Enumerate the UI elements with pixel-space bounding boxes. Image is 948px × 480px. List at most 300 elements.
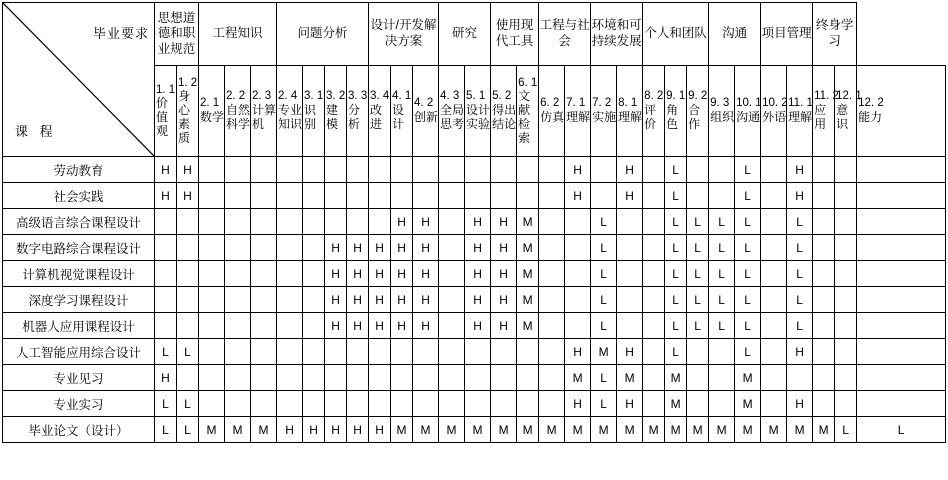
cell-value: H (277, 417, 303, 443)
cell-value (155, 287, 177, 313)
cell-value (491, 183, 517, 209)
cell-value: M (517, 235, 539, 261)
cell-value (439, 365, 465, 391)
cell-value (413, 391, 439, 417)
cell-value (413, 365, 439, 391)
cell-value: L (787, 313, 813, 339)
cell-value (391, 183, 413, 209)
indicator-code: 2. 2 (226, 90, 246, 103)
cell-value (539, 157, 565, 183)
group-header: 研究 (439, 3, 491, 66)
cell-value: L (665, 261, 687, 287)
cell-value (813, 157, 835, 183)
cell-value (413, 183, 439, 209)
table-row (3, 209, 946, 235)
cell-value (539, 339, 565, 365)
cell-value (303, 287, 325, 313)
cell-value (277, 287, 303, 313)
cell-value (439, 287, 465, 313)
cell-value (835, 313, 857, 339)
cell-value: M (591, 417, 617, 443)
cell-value (761, 313, 787, 339)
cell-value (325, 209, 347, 235)
indicator-code: 1. 2 (178, 76, 198, 89)
cell-value (199, 313, 225, 339)
cell-value (761, 157, 787, 183)
indicator-code: 2. 1 (200, 97, 220, 110)
cell-value (617, 209, 643, 235)
indicator-code: 10. 2 (762, 97, 788, 110)
indicator-text: 外语 (762, 109, 787, 124)
header-group-row (3, 3, 946, 66)
cell-value: H (413, 287, 439, 313)
indicator-header (439, 66, 465, 157)
cell-value (857, 157, 946, 183)
cell-value (643, 209, 665, 235)
cell-value: H (391, 235, 413, 261)
cell-value: M (391, 417, 413, 443)
cell-value: H (391, 261, 413, 287)
indicator-header (303, 66, 325, 157)
group-header: 个人和团队 (643, 3, 709, 66)
cell-value: L (177, 339, 199, 365)
cell-value (439, 235, 465, 261)
cell-value: L (665, 183, 687, 209)
indicator-code: 8. 1 (618, 97, 638, 110)
cell-value: L (665, 157, 687, 183)
cell-value (643, 157, 665, 183)
cell-value (539, 365, 565, 391)
cell-value: L (591, 287, 617, 313)
cell-value (303, 313, 325, 339)
cell-value (565, 209, 591, 235)
cell-value: L (735, 209, 761, 235)
cell-value: L (735, 313, 761, 339)
cell-value: M (517, 287, 539, 313)
table-row (3, 157, 946, 183)
indicator-code: 5. 2 (492, 90, 512, 103)
cell-value: M (517, 313, 539, 339)
indicator-header (225, 66, 251, 157)
indicator-text: 沟通 (736, 109, 761, 124)
course-name: 专业实习 (3, 391, 155, 417)
cell-value (155, 313, 177, 339)
cell-value (857, 287, 946, 313)
cell-value: M (439, 417, 465, 443)
indicator-code: 3. 3 (348, 90, 368, 103)
cell-value (465, 365, 491, 391)
indicator-text: 意识 (836, 102, 849, 131)
cell-value (857, 339, 946, 365)
cell-value (565, 261, 591, 287)
cell-value (643, 183, 665, 209)
cell-value: H (491, 313, 517, 339)
cell-value (369, 209, 391, 235)
cell-value: M (735, 417, 761, 443)
indicator-header (177, 66, 199, 157)
cell-value: H (565, 391, 591, 417)
indicator-text: 计算机 (252, 102, 277, 131)
indicator-text: 文献检索 (518, 89, 531, 145)
course-name: 专业见习 (3, 365, 155, 391)
cell-value (277, 157, 303, 183)
cell-value (617, 287, 643, 313)
cell-value (517, 365, 539, 391)
indicator-header (347, 66, 369, 157)
indicator-header (251, 66, 277, 157)
cell-value (709, 157, 735, 183)
cell-value (347, 209, 369, 235)
cell-value (835, 339, 857, 365)
indicator-code: 7. 1 (566, 97, 586, 110)
cell-value: L (787, 209, 813, 235)
cell-value: H (413, 261, 439, 287)
indicator-code: 3. 4 (370, 90, 390, 103)
indicator-text: 改进 (370, 102, 383, 131)
indicator-text: 设计 (392, 102, 405, 131)
cell-value: L (687, 287, 709, 313)
cell-value (225, 157, 251, 183)
cell-value: H (325, 287, 347, 313)
group-header: 工程与社会 (539, 3, 591, 66)
group-header: 工程知识 (199, 3, 277, 66)
cell-value: M (665, 417, 687, 443)
cell-value (251, 261, 277, 287)
cell-value: M (413, 417, 439, 443)
cell-value (303, 365, 325, 391)
indicator-code: 11. 2 (814, 90, 839, 103)
indicator-header (813, 66, 839, 157)
cell-value: H (465, 209, 491, 235)
cell-value: L (735, 261, 761, 287)
cell-value (643, 391, 665, 417)
cell-value (491, 339, 517, 365)
indicator-header (761, 66, 787, 157)
cell-value: H (413, 313, 439, 339)
cell-value: H (325, 417, 347, 443)
indicator-text: 能力 (858, 109, 883, 124)
cell-value (199, 157, 225, 183)
cell-value (347, 365, 369, 391)
cell-value: H (369, 287, 391, 313)
cell-value (413, 339, 439, 365)
table-row (3, 287, 946, 313)
indicator-header (491, 66, 517, 157)
indicator-text: 全局思考 (440, 102, 465, 131)
cell-value (709, 365, 735, 391)
cell-value (835, 261, 857, 287)
indicator-code: 1. 1 (156, 83, 176, 96)
cell-value: L (665, 209, 687, 235)
cell-value (643, 313, 665, 339)
cell-value (251, 339, 277, 365)
indicator-code: 3. 1 (304, 90, 324, 103)
cell-value (303, 235, 325, 261)
corner-diagonal-header (3, 3, 155, 157)
indicator-text: 设计实验 (466, 102, 491, 131)
cell-value: M (643, 417, 665, 443)
cell-value (491, 391, 517, 417)
cell-value (369, 365, 391, 391)
cell-value: L (155, 391, 177, 417)
cell-value: H (413, 209, 439, 235)
cell-value (591, 183, 617, 209)
group-header: 沟通 (709, 3, 761, 66)
cell-value (369, 391, 391, 417)
group-header: 设计/开发解决方案 (369, 3, 439, 66)
cell-value (813, 209, 835, 235)
cell-value: L (155, 417, 177, 443)
cell-value: L (591, 235, 617, 261)
indicator-header (591, 66, 617, 157)
course-name: 人工智能应用综合设计 (3, 339, 155, 365)
cell-value (813, 287, 835, 313)
indicator-header (665, 66, 687, 157)
cell-value (369, 339, 391, 365)
cell-value: M (225, 417, 251, 443)
cell-value (225, 287, 251, 313)
cell-value: M (517, 209, 539, 235)
cell-value (539, 183, 565, 209)
cell-value (177, 287, 199, 313)
cell-value (155, 209, 177, 235)
cell-value: H (787, 339, 813, 365)
cell-value (857, 313, 946, 339)
cell-value (303, 391, 325, 417)
cell-value (709, 183, 735, 209)
indicator-text: 评价 (644, 102, 657, 131)
cell-value: L (177, 417, 199, 443)
cell-value: L (735, 235, 761, 261)
cell-value: M (617, 417, 643, 443)
cell-value: H (491, 209, 517, 235)
indicator-text: 组织 (710, 109, 735, 124)
cell-value: H (787, 391, 813, 417)
cell-value (251, 183, 277, 209)
cell-value (617, 261, 643, 287)
cell-value (709, 339, 735, 365)
cell-value (277, 183, 303, 209)
cell-value: L (665, 313, 687, 339)
cell-value (391, 365, 413, 391)
cell-value (709, 391, 735, 417)
cell-value (155, 261, 177, 287)
cell-value (687, 157, 709, 183)
cell-value (347, 391, 369, 417)
cell-value (835, 365, 857, 391)
indicator-text: 得出结论 (492, 102, 517, 131)
cell-value (539, 261, 565, 287)
cell-value: H (369, 417, 391, 443)
cell-value (643, 339, 665, 365)
indicator-text: 自然科学 (226, 102, 251, 131)
cell-value: H (465, 287, 491, 313)
table-row (3, 339, 946, 365)
cell-value (369, 157, 391, 183)
cell-value: M (539, 417, 565, 443)
cell-value (225, 339, 251, 365)
cell-value (251, 235, 277, 261)
cell-value (517, 339, 539, 365)
cell-value: L (591, 365, 617, 391)
cell-value (687, 183, 709, 209)
indicator-header (155, 66, 177, 157)
cell-value (347, 339, 369, 365)
cell-value (251, 365, 277, 391)
cell-value: M (665, 365, 687, 391)
cell-value (225, 209, 251, 235)
cell-value (325, 339, 347, 365)
cell-value: L (665, 287, 687, 313)
cell-value (277, 261, 303, 287)
cell-value (225, 235, 251, 261)
cell-value: L (787, 261, 813, 287)
cell-value: H (177, 157, 199, 183)
indicator-text: 身心素质 (178, 89, 191, 145)
cell-value (465, 183, 491, 209)
cell-value: H (155, 183, 177, 209)
cell-value (277, 339, 303, 365)
cell-value (225, 313, 251, 339)
cell-value (835, 209, 857, 235)
cell-value: M (517, 261, 539, 287)
indicator-text: 分析 (348, 102, 361, 131)
indicator-code: 12. 2 (858, 97, 884, 110)
cell-value (177, 261, 199, 287)
cell-value (225, 365, 251, 391)
cell-value: H (325, 261, 347, 287)
cell-value (813, 365, 835, 391)
cell-value (835, 235, 857, 261)
group-header: 终身学习 (813, 3, 857, 66)
cell-value (857, 209, 946, 235)
cell-value: L (857, 417, 946, 443)
indicator-code: 4. 2 (414, 97, 434, 110)
cell-value (251, 209, 277, 235)
indicator-text: 数学 (200, 109, 225, 124)
cell-value (303, 209, 325, 235)
indicator-text: 合作 (688, 102, 701, 131)
cell-value (303, 183, 325, 209)
indicator-header (369, 66, 391, 157)
cell-value (539, 313, 565, 339)
cell-value (617, 313, 643, 339)
cell-value (277, 313, 303, 339)
indicator-code: 2. 4 (278, 90, 298, 103)
indicator-code: 10. 1 (736, 97, 762, 110)
cell-value: H (465, 313, 491, 339)
cell-value (225, 391, 251, 417)
cell-value: L (687, 235, 709, 261)
cell-value: M (687, 417, 709, 443)
cell-value: H (787, 157, 813, 183)
indicator-text: 角色 (666, 102, 679, 131)
cell-value: H (465, 235, 491, 261)
cell-value (813, 183, 835, 209)
indicator-code: 8. 2 (644, 90, 664, 103)
cell-value (761, 287, 787, 313)
indicator-code: 2. 3 (252, 90, 272, 103)
cell-value: H (617, 183, 643, 209)
cell-value (439, 183, 465, 209)
cell-value: L (835, 417, 857, 443)
cell-value (857, 365, 946, 391)
cell-value (177, 209, 199, 235)
cell-value: M (491, 417, 517, 443)
group-header: 思想道德和职业规范 (155, 3, 199, 66)
indicator-header (643, 66, 665, 157)
cell-value: H (491, 287, 517, 313)
cell-value: L (709, 209, 735, 235)
cell-value (325, 365, 347, 391)
cell-value (199, 391, 225, 417)
cell-value: H (787, 183, 813, 209)
cell-value (303, 261, 325, 287)
group-header: 项目管理 (761, 3, 813, 66)
cell-value (517, 157, 539, 183)
cell-value (539, 209, 565, 235)
cell-value (687, 365, 709, 391)
cell-value: L (787, 235, 813, 261)
indicator-code: 12. 1 (836, 90, 862, 103)
cell-value (391, 339, 413, 365)
requirement-label: 毕业要求 (92, 26, 149, 41)
course-name: 高级语言综合课程设计 (3, 209, 155, 235)
cell-value (303, 157, 325, 183)
cell-value: M (591, 339, 617, 365)
cell-value: L (735, 339, 761, 365)
cell-value (643, 261, 665, 287)
indicator-code: 9. 3 (710, 97, 730, 110)
cell-value (565, 287, 591, 313)
cell-value (439, 209, 465, 235)
cell-value: L (591, 313, 617, 339)
cell-value (347, 157, 369, 183)
cell-value: H (491, 235, 517, 261)
cell-value (199, 183, 225, 209)
cell-value: M (665, 391, 687, 417)
cell-value (761, 391, 787, 417)
cell-value (465, 157, 491, 183)
course-name: 毕业论文（设计） (3, 417, 155, 443)
cell-value: M (465, 417, 491, 443)
course-name: 计算机视觉课程设计 (3, 261, 155, 287)
cell-value (835, 287, 857, 313)
indicator-text: 应用 (814, 102, 827, 131)
table-row (3, 261, 946, 287)
cell-value (199, 209, 225, 235)
indicator-text: 仿真 (540, 109, 565, 124)
cell-value: H (303, 417, 325, 443)
cell-value (761, 235, 787, 261)
cell-value (643, 287, 665, 313)
cell-value: L (735, 157, 761, 183)
cell-value: L (155, 339, 177, 365)
table-row (3, 235, 946, 261)
cell-value (565, 235, 591, 261)
cell-value: M (735, 365, 761, 391)
indicator-code: 3. 2 (326, 90, 346, 103)
cell-value (835, 391, 857, 417)
cell-value (199, 235, 225, 261)
cell-value: H (391, 313, 413, 339)
group-header: 使用现代工具 (491, 3, 539, 66)
cell-value (199, 365, 225, 391)
cell-value: L (687, 313, 709, 339)
cell-value: L (687, 209, 709, 235)
cell-value (857, 183, 946, 209)
cell-value (761, 365, 787, 391)
